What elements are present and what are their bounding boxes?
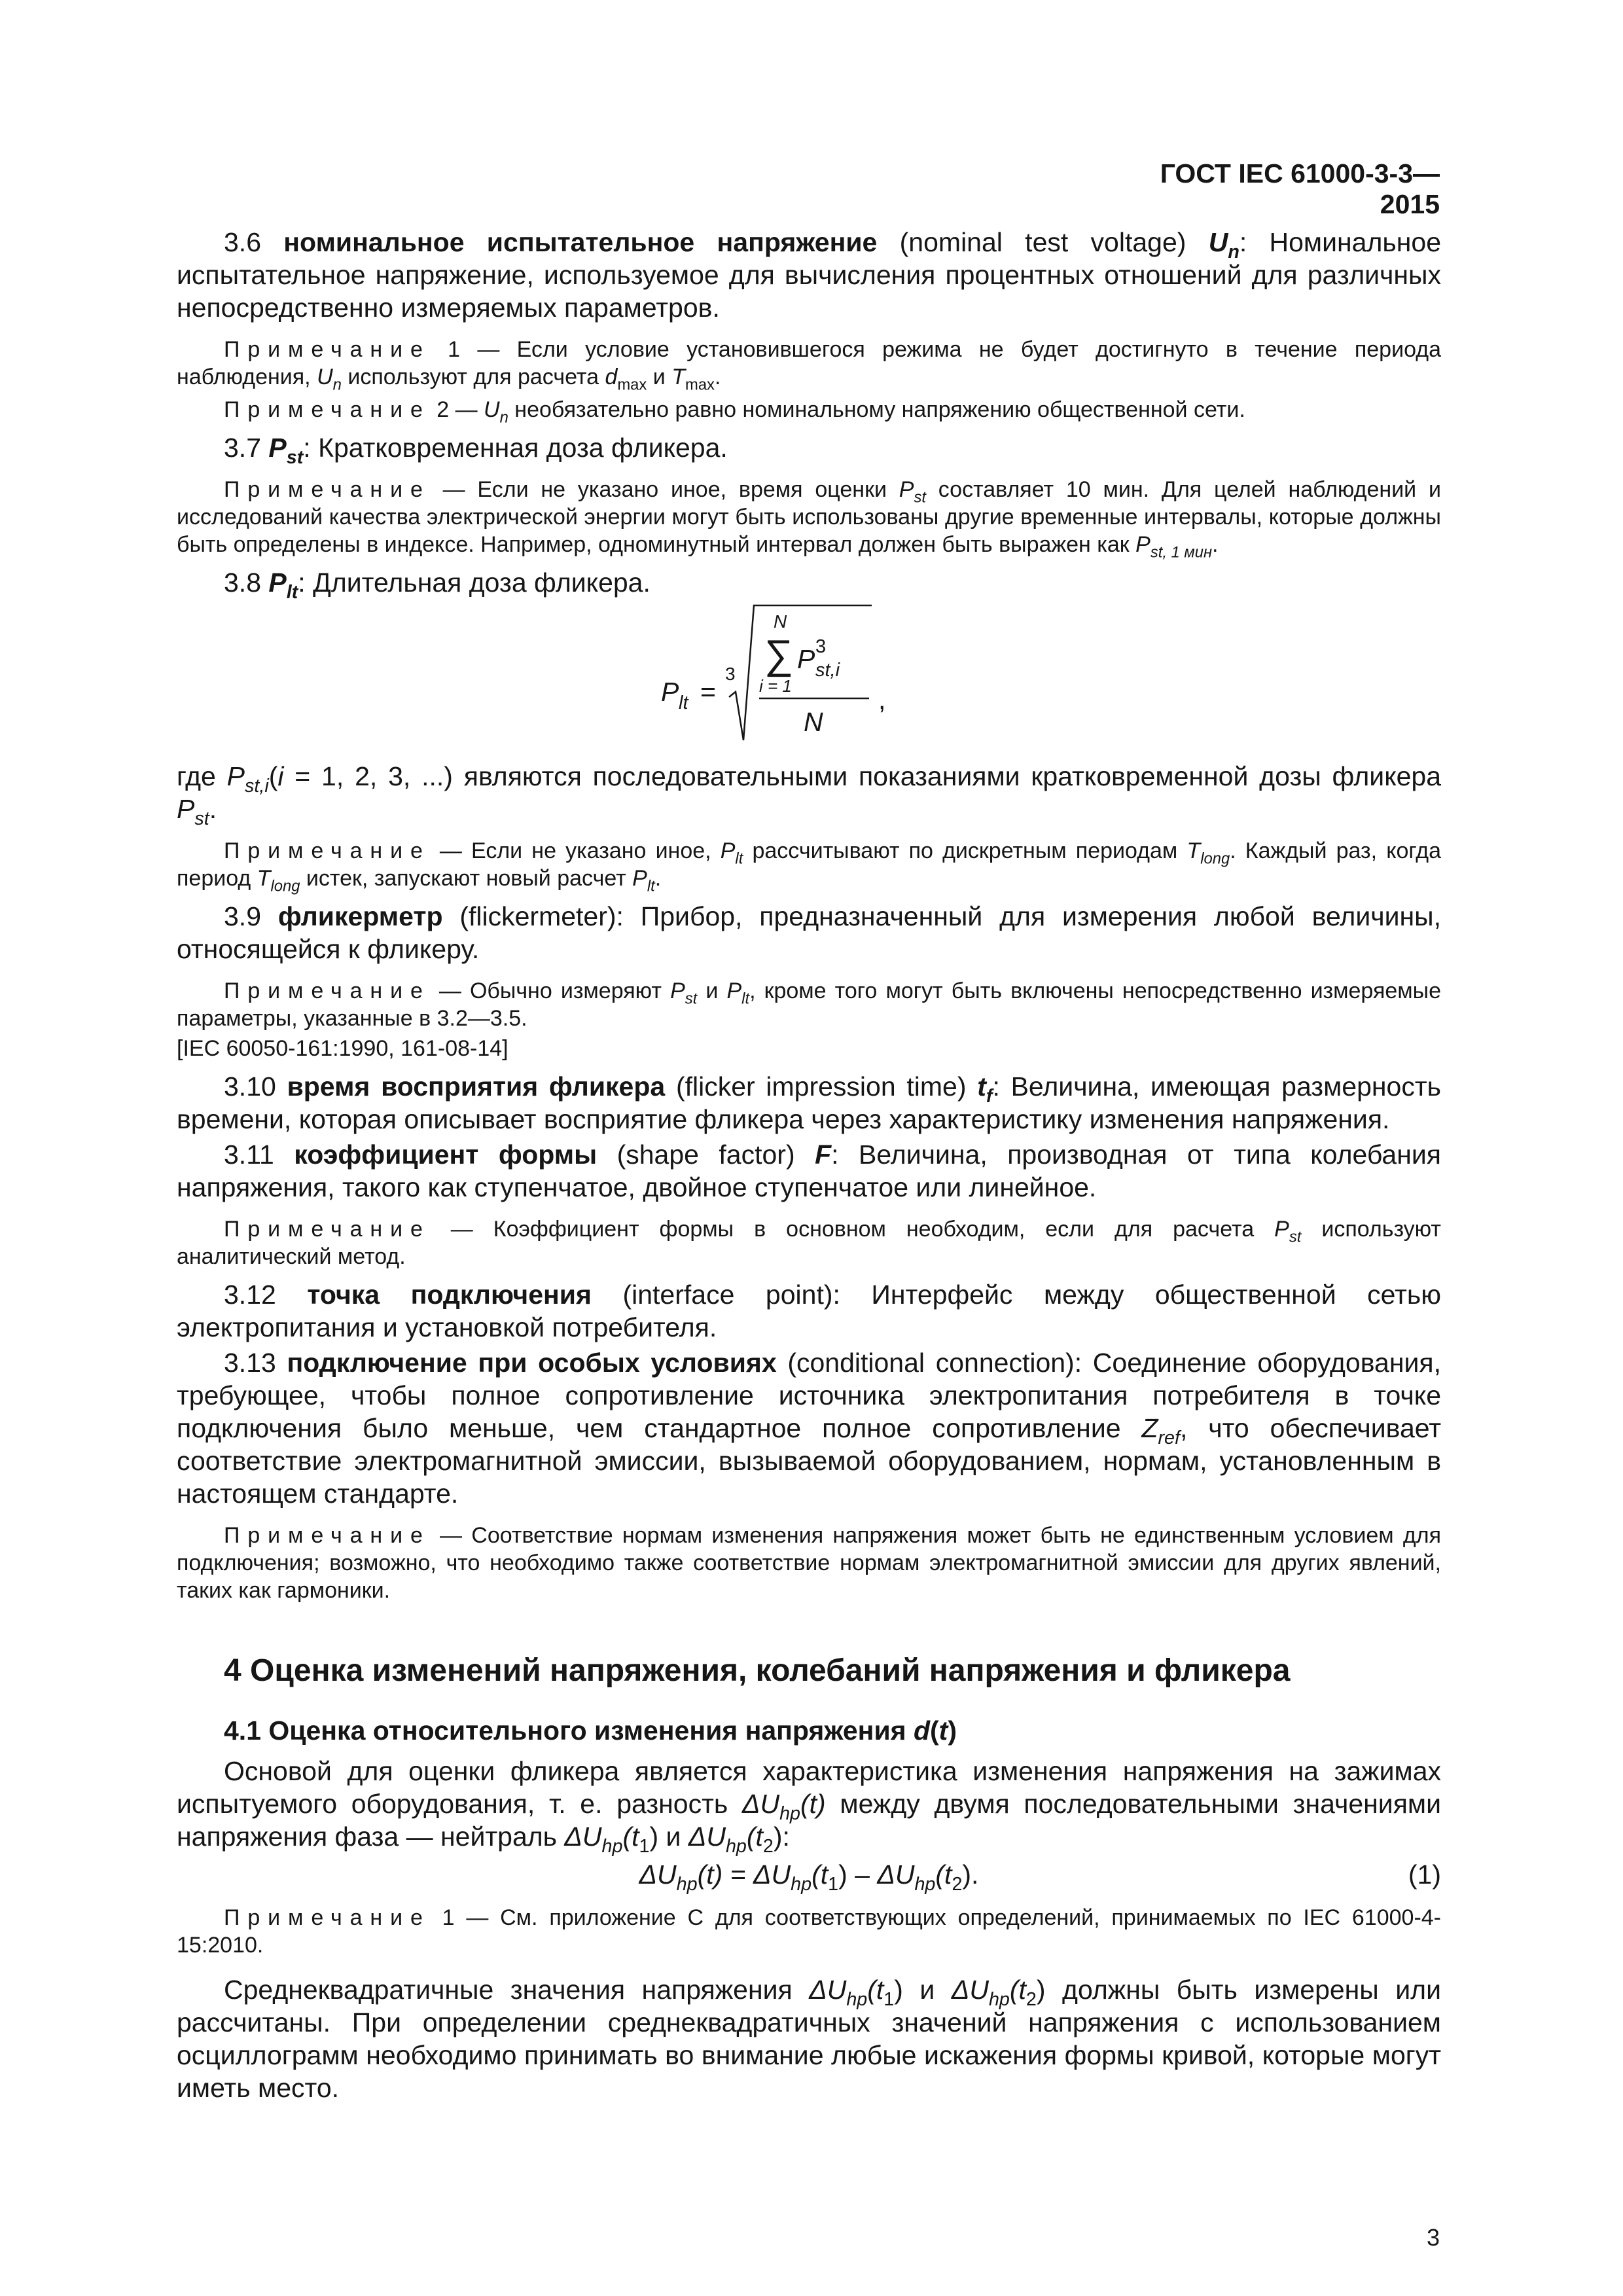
note-label: Примечание xyxy=(224,978,431,1003)
formula-lhs: P xyxy=(661,677,679,707)
definition-3-6: 3.6 номинальное испытательное напряжение (nominal test voltage) $U_n$: Номинальное испытательное напряжение, используемое для вычисления процентных отношений для различных непосредственно измеряемых параметров. xyxy=(177,227,1441,323)
equation-body: $\Delta U_{hp}(t) = \Delta U_{hp}(t_1) - \Delta U_{hp}(t_2)$. xyxy=(639,1859,979,1895)
note-3-8: Примечание — Если не указано иное, $P_{lt}$ рассчитывают по дискретным периодам $T_{long}$. Каждый раз, когда период $T_{long}$ истек, запускают новый расчет $P_{lt}$. xyxy=(177,838,1441,895)
clause-number: 3.8 xyxy=(224,567,261,598)
sum-upper: N xyxy=(774,611,787,632)
fraction-denominator: N xyxy=(804,707,823,737)
term: номинальное испытательное напряжение xyxy=(283,227,878,257)
note-label: Примечание xyxy=(224,1905,431,1930)
svg-text:lt: lt xyxy=(679,692,688,713)
note-3-7: Примечание — Если не указано иное, время оценки $P_{st}$ составляет 10 мин. Для целей наблюдений и исследований качества электрической энергии могут быть использованы другие временные интервалы, которые должны быть определены в индексе. Например, одноминутный интервал должен быть выражен как $P_{st, 1 мин}$. xyxy=(177,477,1441,562)
term: точка подключения xyxy=(307,1280,592,1310)
definition-text: : Величина, производная от типа колебания напряжения, такого как ступенчатое, двойное ступенчатое или линейное. xyxy=(177,1139,1441,1202)
definition-text: (flickermeter): Прибор, предназначенный для измерения любой величины, относящейся к фликеру. xyxy=(177,901,1441,964)
symbol: t xyxy=(977,1071,986,1102)
note-3-11: Примечание — Коэффициент формы в основном необходим, если для расчета $P_{st}$ используют аналитический метод. xyxy=(177,1217,1441,1269)
symbol: P xyxy=(268,567,287,598)
note-3-13: Примечание — Соответствие нормам изменения напряжения может быть не единственным условием для подключения; возможно, что необходимо также соответствие нормам электромагнитной эмиссии для других явлений, таких как гармоники. xyxy=(177,1523,1441,1603)
note-label: Примечание xyxy=(224,397,431,422)
term: подключение при особых условиях xyxy=(287,1348,777,1378)
symbol: U xyxy=(1208,227,1228,257)
svg-text:,: , xyxy=(878,685,886,715)
reference-3-9: [IEC 60050-161:1990, 161-08-14] xyxy=(177,1036,508,1061)
sum-sign: ∑ xyxy=(764,632,794,677)
clause-number: 3.13 xyxy=(224,1348,276,1378)
definition-3-13: 3.13 подключение при особых условиях (conditional connection): Соединение оборудования, требующее, чтобы полное сопротивление источника электропитания потребителя в точке подключения было меньше, чем стандартное полное сопротивление $Z_{ref}$, что обеспечивает соответствие электромагнитной эмиссии, вызываемой оборудованием, нормам, установленным в настоящем стандарте. xyxy=(177,1348,1441,1509)
definition-text: (interface point): Интерфейс между общественной сетью электропитания и установкой потребителя. xyxy=(177,1280,1441,1342)
formula-explanation: где $P_{st,i}(i = 1$, 2, 3, ...) являются последовательными показаниями кратковременной дозы фликера $P_{st}$. xyxy=(177,761,1442,830)
section-4-1-heading: 4.1 Оценка относительного изменения напряжения d(t) xyxy=(224,1715,957,1746)
note-label: Примечание xyxy=(224,1523,431,1548)
sum-lower: i = 1 xyxy=(759,676,792,696)
definition-text: : Величина, имеющая размерность времени, которая описывает восприятие фликера через характеристику изменения напряжения. xyxy=(177,1071,1441,1134)
term: фликерметр xyxy=(277,901,443,931)
definition-3-11 xyxy=(177,1138,1441,1204)
term-english: (shape factor) xyxy=(597,1139,815,1170)
note-label: Примечание xyxy=(224,337,431,362)
equation-number: (1) xyxy=(1408,1859,1441,1890)
term-english: (nominal test voltage) xyxy=(899,227,1186,257)
definition-3-9 xyxy=(177,900,1441,965)
note-3-6-1: Примечание 1 — Если условие установившегося режима не будет достигнуто в течение периода наблюдения, $U_n$ используют для расчета $d_{max}$ и $T_{max}$. xyxy=(177,337,1441,394)
clause-number: 3.11 xyxy=(224,1139,274,1170)
section-4-heading: 4 Оценка изменений напряжения, колебаний напряжения и фликера xyxy=(224,1653,1291,1688)
formula-plt-graphic xyxy=(661,603,949,752)
clause-number: 3.10 xyxy=(224,1071,276,1102)
svg-text:st,i: st,i xyxy=(815,660,840,681)
term: коэффициент формы xyxy=(294,1139,597,1170)
definition-text: : Номинальное испытательное напряжение, используемое для вычисления процентных отношений для различных непосредственно измеряемых параметров. xyxy=(177,227,1441,323)
note-3-9: Примечание — Обычно измеряют $P_{st}$ и $P_{lt}$, кроме того могут быть включены непосредственно измеряемые параметры, указанные в 3.2—3.5. xyxy=(177,978,1442,1031)
term: время восприятия фликера xyxy=(287,1071,666,1102)
definition-text: : Длительная доза фликера. xyxy=(298,567,651,598)
clause-number: 3.6 xyxy=(224,227,261,257)
sum-term: P xyxy=(797,644,815,674)
definition-3-8: 3.8 $P_{lt}$: Длительная доза фликера. xyxy=(224,567,651,603)
definition-text: : Кратковременная доза фликера. xyxy=(303,433,728,463)
symbol: P xyxy=(268,433,287,463)
note-label: Примечание xyxy=(224,477,431,502)
document-body xyxy=(177,226,1441,2104)
note-3-6-2: Примечание 2 — $U_n$ необязательно равно номинальному напряжению общественной сети. xyxy=(224,397,1245,427)
svg-text:=: = xyxy=(700,677,716,707)
definition-3-7: 3.7 $P_{st}$: Кратковременная доза фликера. xyxy=(224,433,728,469)
note-label: Примечание xyxy=(224,838,431,863)
clause-number: 3.9 xyxy=(224,901,261,931)
term-english: (flicker impression time) xyxy=(665,1071,978,1102)
svg-text:3: 3 xyxy=(815,636,827,657)
definition-3-12 xyxy=(177,1278,1441,1344)
root-index: 3 xyxy=(725,664,736,684)
paragraph-4-1: Основой для оценки фликера является характеристика изменения напряжения на зажимах испытуемого оборудования, т. е. разность $\Delta U_{hp}(t)$ между двумя последовательными значениями напряжения фаза — нейтраль $\Delta U_{hp}(t_1)$ и $\Delta U_{hp}(t_2)$: xyxy=(177,1756,1441,1857)
formula-plt xyxy=(177,603,1441,752)
note-4-1-1: Примечание 1 — См. приложение С для соответствующих определений, принимаемых по IEC 61000-4-15:2010. xyxy=(177,1905,1441,1958)
equation-1 xyxy=(177,1858,1441,1895)
document-header: ГОСТ IEC 61000-3-3—2015 xyxy=(1160,158,1440,219)
clause-number: 3.12 xyxy=(224,1280,276,1310)
paragraph-4-1-rms: Среднеквадратичные значения напряжения $\Delta U_{hp}(t_1)$ и $\Delta U_{hp}(t_2)$ должны быть измерены или рассчитаны. При определении среднеквадратичных значений напряжения с использованием осциллограмм необходимо принимать во внимание любые искажения формы кривой, которые могут иметь место. xyxy=(177,1975,1441,2103)
note-label: Примечание xyxy=(224,1217,431,1242)
page-number: 3 xyxy=(1426,2224,1440,2251)
definition-3-10: 3.10 время восприятия фликера (flicker impression time) $t_f$: Величина, имеющая размерность времени, которая описывает восприятие фликера через характеристику изменения напряжения. xyxy=(177,1071,1441,1134)
clause-number: 3.7 xyxy=(224,433,261,463)
symbol: F xyxy=(815,1139,832,1170)
